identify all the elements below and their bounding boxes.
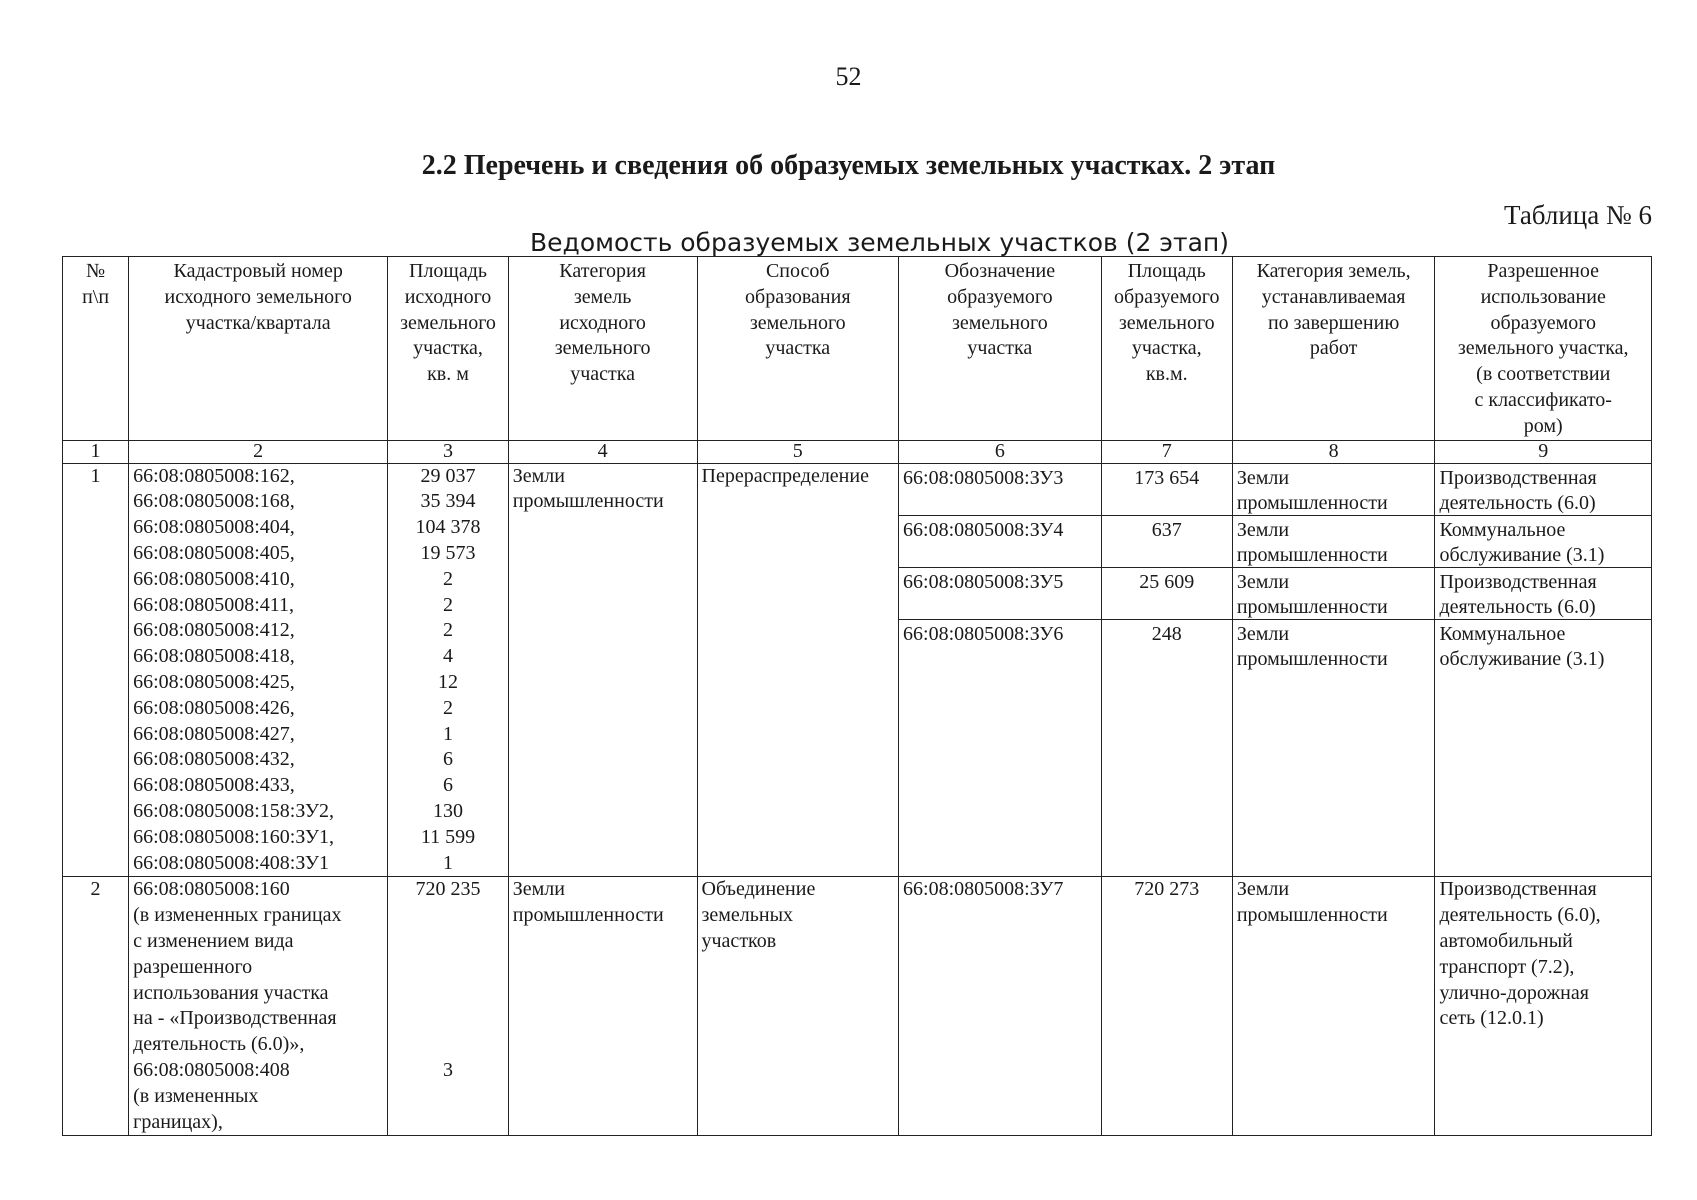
- header-cell: Кадастровый номер исходного земельного участка/квартала: [129, 257, 388, 441]
- cadastral-numbers: 66:08:0805008:162, 66:08:0805008:168, 66:08:0805008:404, 66:08:0805008:405, 66:08:0805008:410, 66:08:0805008:411, 66:08:0805008:412, 66:08:0805008:418, 66:08:0805008:425, 66:08:0805008:426, 66:08:0805008:427, 66:08:0805008:432, 66:08:0805008:433, 66:08:0805008:158:ЗУ2, 66:08:0805008:160:ЗУ1, 66:08:0805008:408:ЗУ1: [129, 463, 388, 877]
- header-cell: Площадь исходного земельного участка, кв. м: [388, 257, 509, 441]
- plot-designations: [899, 463, 1102, 877]
- column-number: 4: [508, 440, 697, 463]
- header-cell: Разрешенное использование образуемого земельного участка, (в соответствии с классификато- ром): [1435, 257, 1652, 441]
- row-number: 2: [63, 877, 129, 1136]
- plot-area: 173 654: [1102, 464, 1232, 516]
- plot-uses: [1435, 463, 1652, 877]
- column-number: 2: [129, 440, 388, 463]
- plots-table: [62, 256, 1652, 1136]
- section-title: 2.2 Перечень и сведения об образуемых земельных участках. 2 этап: [421, 150, 1276, 181]
- plot-designation: 66:08:0805008:ЗУ6: [903, 622, 1064, 645]
- formation-method: Перераспределение: [697, 463, 899, 877]
- header-row: [63, 257, 1652, 441]
- column-number: 1: [63, 440, 129, 463]
- plot-areas: [1101, 463, 1232, 877]
- column-number: 3: [388, 440, 509, 463]
- plot-area: 720 273: [1101, 877, 1232, 1136]
- column-number-row: [63, 440, 1652, 463]
- plot-categories: [1232, 463, 1435, 877]
- plot-category: Земли промышленности: [1233, 464, 1435, 516]
- header-cell: № п\п: [63, 257, 129, 441]
- column-number: 6: [899, 440, 1102, 463]
- column-number: 9: [1435, 440, 1652, 463]
- table-row: [63, 463, 1652, 877]
- header-cell: Категория земель, устанавливаемая по завершению работ: [1232, 257, 1435, 441]
- table-label: Таблица № 6: [1504, 200, 1652, 230]
- row-number: 1: [63, 463, 129, 877]
- plot-designation: 66:08:0805008:ЗУ3: [899, 464, 1101, 516]
- header-cell: Обозначение образуемого земельного участка: [899, 257, 1102, 441]
- column-number: 5: [697, 440, 899, 463]
- cadastral-numbers: 66:08:0805008:160 (в измененных границах с изменением вида разрешенного использования участка на - «Производственная деятельность (6.0)», 66:08:0805008:408 (в измененных границах),: [129, 877, 388, 1136]
- source-category: Земли промышленности: [508, 877, 697, 1136]
- source-category: Земли промышленности: [508, 463, 697, 877]
- plot-designation: 66:08:0805008:ЗУ7: [899, 877, 1102, 1136]
- header-cell: Категория земель исходного земельного участка: [508, 257, 697, 441]
- table-caption: Ведомость образуемых земельных участков (2 этап): [530, 228, 1229, 257]
- plot-designation: 66:08:0805008:ЗУ5: [899, 568, 1101, 620]
- plot-use: Коммунальное обслуживание (3.1): [1435, 516, 1651, 568]
- header-cell: Площадь образуемого земельного участка, кв.м.: [1101, 257, 1232, 441]
- plot-category: Земли промышленности: [1236, 622, 1388, 671]
- header-cell: Способ образования земельного участка: [697, 257, 899, 441]
- plot-area: 25 609: [1102, 568, 1232, 620]
- plot-area: 637: [1102, 516, 1232, 568]
- plot-category: Земли промышленности: [1233, 568, 1435, 620]
- page-number: 52: [835, 62, 862, 91]
- plot-area: 248: [1151, 622, 1182, 645]
- table-row: [63, 877, 1652, 1136]
- column-number: 7: [1101, 440, 1232, 463]
- plot-use: Производственная деятельность (6.0): [1435, 568, 1651, 620]
- plot-use: Производственная деятельность (6.0): [1435, 464, 1651, 516]
- plot-category: Земли промышленности: [1233, 516, 1435, 568]
- source-areas: 720 235 3: [388, 877, 509, 1136]
- formation-method: Объединение земельных участков: [697, 877, 899, 1136]
- plot-designation: 66:08:0805008:ЗУ4: [899, 516, 1101, 568]
- plot-use: Коммунальное обслуживание (3.1): [1439, 622, 1605, 671]
- plot-category: Земли промышленности: [1232, 877, 1435, 1136]
- column-number: 8: [1232, 440, 1435, 463]
- plot-use: Производственная деятельность (6.0), автомобильный транспорт (7.2), улично-дорожная сеть (12.0.1): [1435, 877, 1652, 1136]
- source-areas: 29 037 35 394 104 378 19 573 2 2 2 4 12 2 1 6 6 130 11 599 1: [388, 463, 509, 877]
